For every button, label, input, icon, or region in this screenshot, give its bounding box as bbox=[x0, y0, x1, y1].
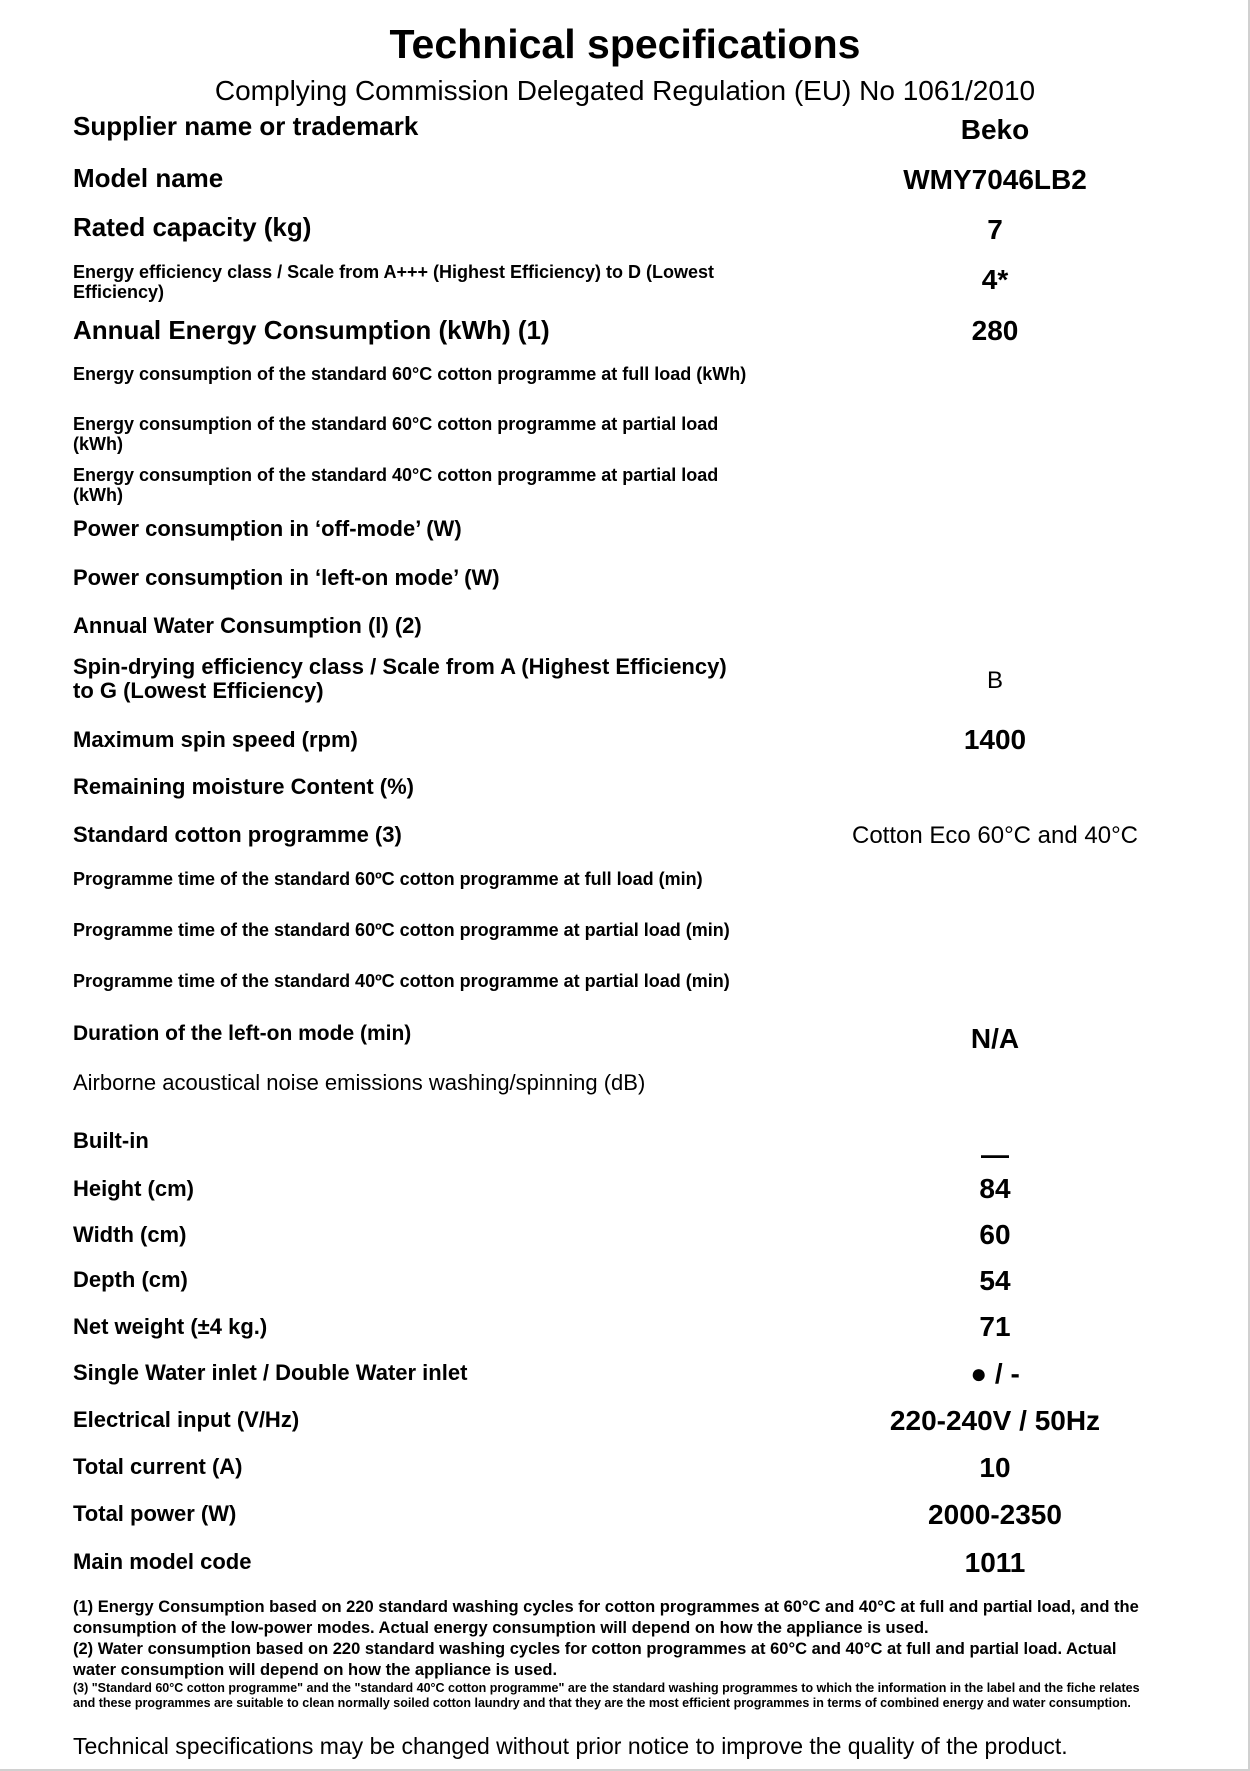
spec-value: 60 bbox=[979, 1219, 1011, 1250]
spec-label: Depth (cm) bbox=[73, 1267, 188, 1292]
spec-value: — bbox=[981, 1139, 1009, 1170]
spec-value: B bbox=[986, 667, 1003, 694]
spec-value: WMY7046LB2 bbox=[903, 164, 1087, 195]
spec-label: Rated capacity (kg) bbox=[73, 212, 312, 242]
spec-label: Total current (A) bbox=[73, 1454, 243, 1479]
spec-label: Annual Water Consumption (l) (2) bbox=[73, 613, 422, 638]
spec-value: 10 bbox=[979, 1452, 1011, 1483]
disclaimer: Technical specifications may be changed without prior notice to improve the quality of the product. bbox=[73, 1733, 1068, 1759]
spec-value: 4* bbox=[981, 264, 1009, 295]
spec-value: 84 bbox=[979, 1173, 1011, 1204]
spec-label: Power consumption in ‘off-mode’ (W) bbox=[73, 516, 462, 541]
spec-value: 1400 bbox=[963, 724, 1027, 755]
spec-label: Programme time of the standard 40ºC cotton programme at partial load (min) bbox=[73, 971, 730, 991]
spec-label: Energy efficiency class / Scale from A+++ (Highest Efficiency) to D (Lowest Efficiency) bbox=[73, 262, 715, 302]
spec-label: Airborne acoustical noise emissions washing/spinning (dB) bbox=[73, 1070, 646, 1095]
spec-label: Model name bbox=[73, 163, 224, 193]
spec-label: Programme time of the standard 60ºC cotton programme at partial load (min) bbox=[73, 920, 730, 940]
footnotes bbox=[73, 1597, 1153, 1711]
spec-label: Main model code bbox=[73, 1549, 252, 1574]
spec-label: Net weight (±4 kg.) bbox=[73, 1314, 268, 1339]
spec-label: Supplier name or trademark bbox=[73, 111, 419, 141]
spec-label: Energy consumption of the standard 60°C cotton programme at full load (kWh) bbox=[73, 364, 747, 384]
spec-value: 2000-2350 bbox=[928, 1499, 1062, 1530]
spec-value: 7 bbox=[987, 214, 1003, 245]
spec-value: ● / - bbox=[970, 1358, 1020, 1389]
spec-label: Power consumption in ‘left-on mode’ (W) bbox=[73, 565, 500, 590]
page-title: Technical specifications bbox=[389, 21, 861, 67]
page-subtitle: Complying Commission Delegated Regulation (EU) No 1061/2010 bbox=[214, 75, 1036, 106]
footnote-3: (3) "Standard 60°C cotton programme" and the "standard 40°C cotton programme" are the standard washing programmes to which the information in the label and the fiche relates and these programmes are suitable to clean normally soiled cotton laundry and that they are the most efficient programmes in terms of combined energy and water consumption. bbox=[73, 1681, 1140, 1710]
spec-value: 220-240V / 50Hz bbox=[889, 1405, 1101, 1436]
footnote-1: (1) Energy Consumption based on 220 standard washing cycles for cotton programmes at 60°C and 40°C at full and partial load, and the consumption of the low-power modes. Actual energy consumption will depend on how the appliance is used. bbox=[73, 1598, 1139, 1637]
spec-label: Programme time of the standard 60ºC cotton programme at full load (min) bbox=[73, 869, 703, 889]
spec-value: N/A bbox=[970, 1023, 1020, 1054]
spec-value: 54 bbox=[979, 1265, 1011, 1296]
spec-label: Annual Energy Consumption (kWh) (1) bbox=[73, 315, 550, 345]
spec-label: Total power (W) bbox=[73, 1501, 237, 1526]
spec-label: Standard cotton programme (3) bbox=[73, 822, 402, 847]
spec-value: 71 bbox=[979, 1311, 1011, 1342]
spec-label: Energy consumption of the standard 40°C cotton programme at partial load (kWh) bbox=[73, 465, 719, 505]
spec-label: Duration of the left-on mode (min) bbox=[73, 1022, 412, 1045]
spec-label: Spin-drying efficiency class / Scale from A (Highest Efficiency) to G (Lowest Efficiency) bbox=[73, 654, 727, 704]
spec-label: Energy consumption of the standard 60°C cotton programme at partial load (kWh) bbox=[73, 414, 719, 454]
spec-label: Electrical input (V/Hz) bbox=[73, 1407, 300, 1432]
spec-value: 1011 bbox=[964, 1547, 1026, 1578]
spec-value: 280 bbox=[971, 315, 1019, 346]
footnote-2: (2) Water consumption based on 220 standard washing cycles for cotton programmes at 60°C and 40°C at full and partial load. Actual water consumption will depend on how the appliance is used. bbox=[73, 1640, 1117, 1679]
spec-label: Height (cm) bbox=[73, 1176, 194, 1201]
spec-value: Cotton Eco 60°C and 40°C bbox=[851, 822, 1139, 849]
spec-label: Remaining moisture Content (%) bbox=[73, 774, 415, 799]
spec-label: Width (cm) bbox=[73, 1222, 187, 1247]
spec-label: Built-in bbox=[73, 1128, 149, 1153]
spec-label: Maximum spin speed (rpm) bbox=[73, 727, 358, 752]
spec-value: Beko bbox=[960, 114, 1030, 145]
spec-label: Single Water inlet / Double Water inlet bbox=[73, 1360, 468, 1385]
